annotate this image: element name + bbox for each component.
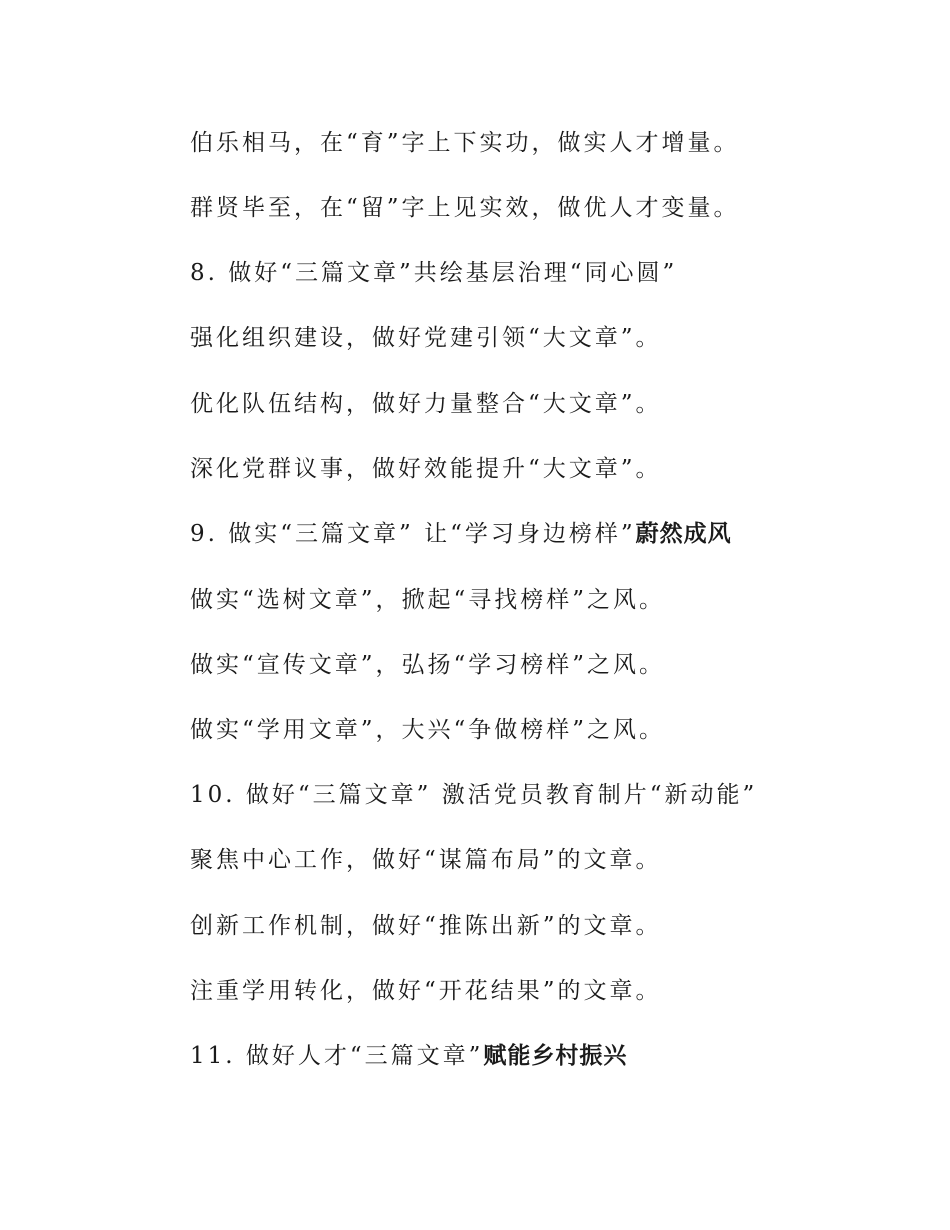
paragraph-line-5: 深化党群议事，做好效能提升“大文章”。 [190,456,662,482]
heading-item-8: 8. 做好“三篇文章”共绘基层治理“同心圆” [190,260,678,286]
paragraph-line-8: 做实“学用文章”，大兴“争做榜样”之风。 [190,717,666,743]
paragraph-line-3: 强化组织建设，做好党建引领“大文章”。 [190,325,662,351]
paragraph-line-11: 注重学用转化，做好“开花结果”的文章。 [190,978,662,1004]
heading-item-9-text: 9. 做实“三篇文章” 让“学习身边榜样” [190,521,636,547]
paragraph-line-6: 做实“选树文章”，掀起“寻找榜样”之风。 [190,587,666,613]
heading-item-10: 10. 做好“三篇文章” 激活党员教育制片“新动能” [190,782,758,808]
heading-item-9 [190,519,732,549]
heading-item-11 [190,1041,627,1071]
paragraph-line-7: 做实“宣传文章”，弘扬“学习榜样”之风。 [190,652,666,678]
heading-item-11-bold-text: 赋能乡村振兴 [483,1043,628,1069]
paragraph-line-1: 伯乐相马，在“育”字上下实功，做实人才增量。 [190,130,740,156]
heading-item-11-text: 11. 做好人才“三篇文章” [190,1043,484,1069]
paragraph-line-10: 创新工作机制，做好“推陈出新”的文章。 [190,913,662,939]
paragraph-line-4: 优化队伍结构，做好力量整合“大文章”。 [190,391,662,417]
paragraph-line-2: 群贤毕至，在“留”字上见实效，做优人才变量。 [190,195,740,221]
paragraph-line-9: 聚焦中心工作，做好“谋篇布局”的文章。 [190,847,662,873]
heading-item-9-bold-text: 蔚然成风 [635,521,732,547]
